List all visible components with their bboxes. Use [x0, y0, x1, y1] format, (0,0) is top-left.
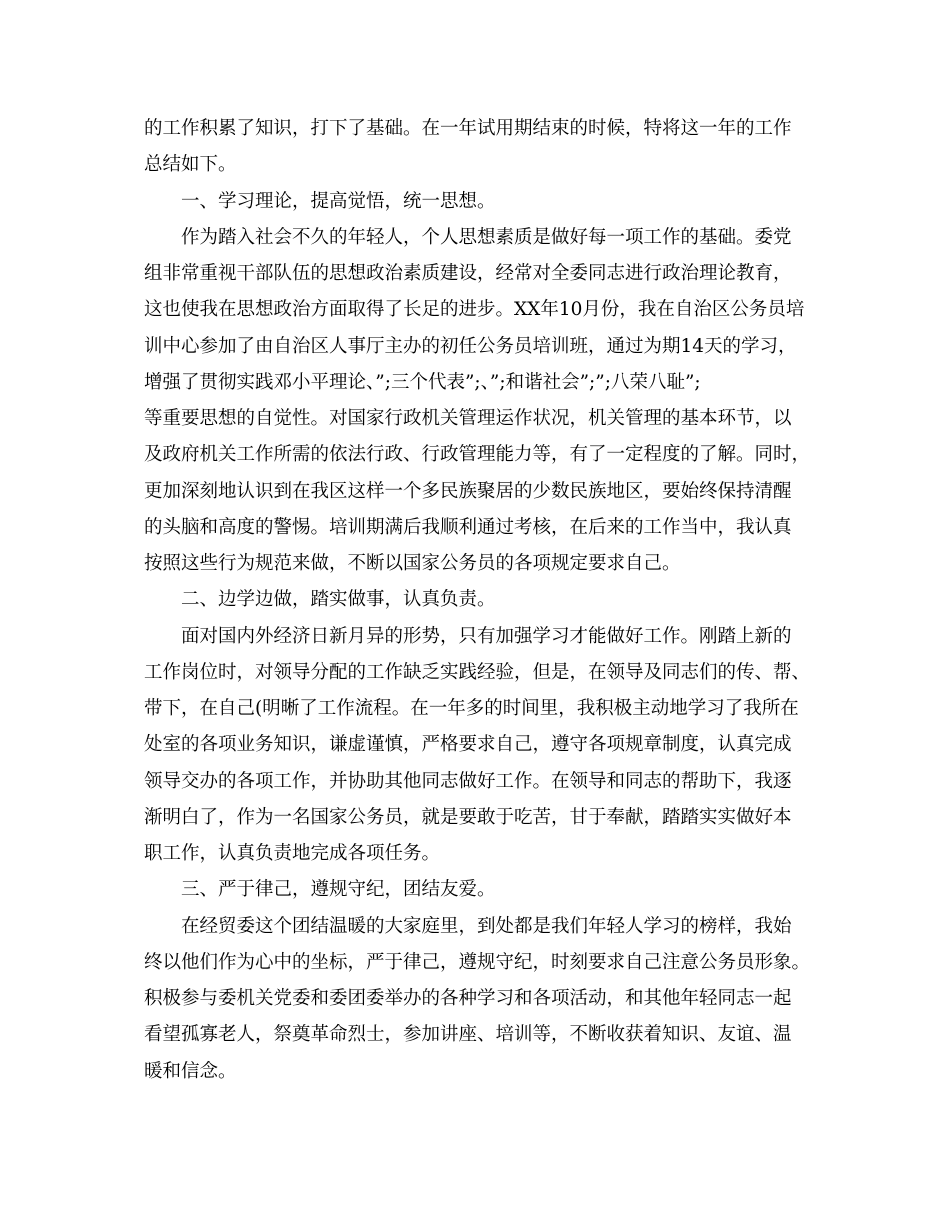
text-line: 的头脑和高度的警惕。培训期满后我顺利通过考核，在后来的工作当中，我认真 [144, 516, 792, 538]
text-line: 面对国内外经济日新月异的形势，只有加强学习才能做好工作。刚踏上新的 [181, 625, 792, 647]
text-line: 工作岗位时，对领导分配的工作缺乏实践经验，但是，在领导及同志们的传、帮、 [144, 661, 811, 683]
text-line: 在经贸委这个团结温暖的大家庭里，到处都是我们年轻人学习的榜样，我始 [181, 915, 792, 937]
text-line: 等重要思想的自觉性。对国家行政机关管理运作状况，机关管理的基本环节，以 [144, 408, 792, 429]
text-line: 及政府机关工作所需的依法行政、行政管理能力等，有了一定程度的了解。同时， [144, 444, 811, 466]
document-body [144, 111, 814, 1090]
text-line: 看望孤寡老人，祭奠革命烈士，参加讲座、培训等，不断收获着知识、友谊、温 [144, 1024, 792, 1046]
text-line: 二、边学边做，踏实做事，认真负责。 [181, 589, 496, 611]
text-line: 积极参与委机关党委和委团委举办的各种学习和各项活动，和其他年轻同志一起 [144, 988, 792, 1009]
text-line: 按照这些行为规范来做，不断以国家公务员的各项规定要求自己。 [144, 553, 681, 574]
text-line: 终以他们作为心中的坐标，严于律己，遵规守纪，时刻要求自己注意公务员形象。 [144, 951, 811, 973]
text-line: 处室的各项业务知识，谦虚谨慎，严格要求自己，遵守各项规章制度，认真完成 [144, 734, 792, 756]
text-line: 三、严于律己，遵规守纪，团结友爱。 [181, 879, 496, 901]
text-line: 暖和信念。 [144, 1060, 237, 1082]
text-line: 领导交办的各项工作，并协助其他同志做好工作。在领导和同志的帮助下，我逐 [144, 770, 792, 792]
text-line: 更加深刻地认识到在我区这样一个多民族聚居的少数民族地区，要始终保持清醒 [144, 480, 792, 502]
text-line: 组非常重视干部队伍的思想政治素质建设，经常对全委同志进行政治理论教育， [144, 263, 792, 284]
text-line: 总结如下。 [144, 154, 237, 176]
text-line: 作为踏入社会不久的年轻人，个人思想素质是做好每一项工作的基础。委党 [181, 226, 792, 248]
text-line: 职工作，认真负责地完成各项任务。 [144, 843, 441, 864]
text-line: 增强了贯彻实践邓小平理论、”;三个代表”;、”;和谐社会”;”;八荣八耻”; [144, 371, 701, 393]
text-line: 这也使我在思想政治方面取得了长足的进步。XX年10月份，我在自治区公务员培 [144, 299, 805, 321]
text-line: 渐明白了，作为一名国家公务员，就是要敢于吃苦，甘于奉献，踏踏实实做好本 [144, 806, 792, 828]
text-line: 一、学习理论，提高觉悟，统一思想。 [181, 190, 496, 212]
text-line: 带下，在自己(明晰了工作流程。在一年多的时间里，我积极主动地学习了我所在 [144, 698, 799, 719]
text-line: 的工作积累了知识，打下了基础。在一年试用期结束的时候，特将这一年的工作 [144, 118, 792, 139]
text-line: 训中心参加了由自治区人事厅主办的初任公务员培训班，通过为期14天的学习， [144, 335, 797, 357]
